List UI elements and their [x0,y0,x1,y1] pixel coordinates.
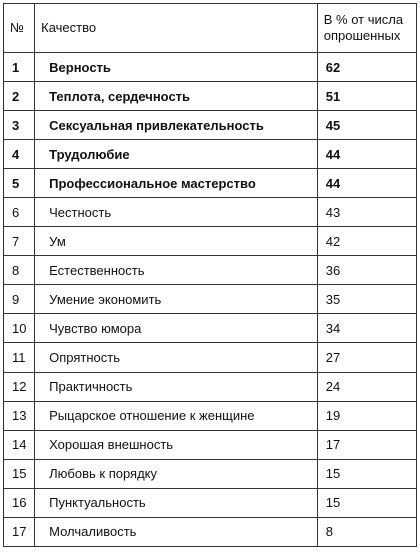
row-number: 2 [4,82,35,111]
row-quality: Пунктуальность [35,488,318,517]
table-row [4,169,417,198]
table-row [4,140,417,169]
table-row [4,372,417,401]
row-number: 8 [4,256,35,285]
row-percent: 27 [317,343,416,372]
table-row [4,198,417,227]
row-percent: 15 [317,459,416,488]
row-quality: Молчаливость [35,517,318,546]
row-percent: 15 [317,488,416,517]
header-percent: В % от числа опрошенных [317,4,416,53]
row-number: 6 [4,198,35,227]
row-number: 5 [4,169,35,198]
table-row [4,401,417,430]
row-quality: Верность [35,53,318,82]
table-row [4,285,417,314]
row-percent: 36 [317,256,416,285]
table-header-row [4,4,417,53]
row-percent: 42 [317,227,416,256]
row-quality: Рыцарское отношение к женщине [35,401,318,430]
row-percent: 17 [317,430,416,459]
row-percent: 45 [317,111,416,140]
row-number: 14 [4,430,35,459]
table-row [4,256,417,285]
row-quality: Трудолюбие [35,140,318,169]
row-quality: Умение экономить [35,285,318,314]
row-number: 13 [4,401,35,430]
row-number: 3 [4,111,35,140]
table-row [4,517,417,546]
row-number: 7 [4,227,35,256]
table-row [4,459,417,488]
row-number: 1 [4,53,35,82]
header-quality: Качество [35,4,318,53]
row-percent: 43 [317,198,416,227]
row-quality: Сексуальная привлекательность [35,111,318,140]
row-percent: 8 [317,517,416,546]
table-row [4,343,417,372]
row-quality: Опрятность [35,343,318,372]
row-percent: 51 [317,82,416,111]
row-quality: Теплота, сердечность [35,82,318,111]
row-percent: 34 [317,314,416,343]
row-quality: Естественность [35,256,318,285]
row-percent: 44 [317,169,416,198]
row-quality: Честность [35,198,318,227]
row-number: 11 [4,343,35,372]
table-row [4,314,417,343]
row-number: 10 [4,314,35,343]
row-number: 4 [4,140,35,169]
table-body [4,53,417,547]
row-percent: 62 [317,53,416,82]
table-row [4,488,417,517]
row-quality: Чувство юмора [35,314,318,343]
table-row [4,111,417,140]
table-row [4,53,417,82]
table-row [4,430,417,459]
row-percent: 24 [317,372,416,401]
row-number: 15 [4,459,35,488]
row-quality: Хорошая внешность [35,430,318,459]
row-percent: 35 [317,285,416,314]
row-quality: Любовь к порядку [35,459,318,488]
row-number: 12 [4,372,35,401]
row-number: 17 [4,517,35,546]
qualities-table [3,3,417,547]
row-percent: 44 [317,140,416,169]
row-number: 16 [4,488,35,517]
row-number: 9 [4,285,35,314]
header-number: № [4,4,35,53]
row-quality: Практичность [35,372,318,401]
table-row [4,227,417,256]
row-percent: 19 [317,401,416,430]
table-row [4,82,417,111]
row-quality: Профессиональное мастерство [35,169,318,198]
row-quality: Ум [35,227,318,256]
